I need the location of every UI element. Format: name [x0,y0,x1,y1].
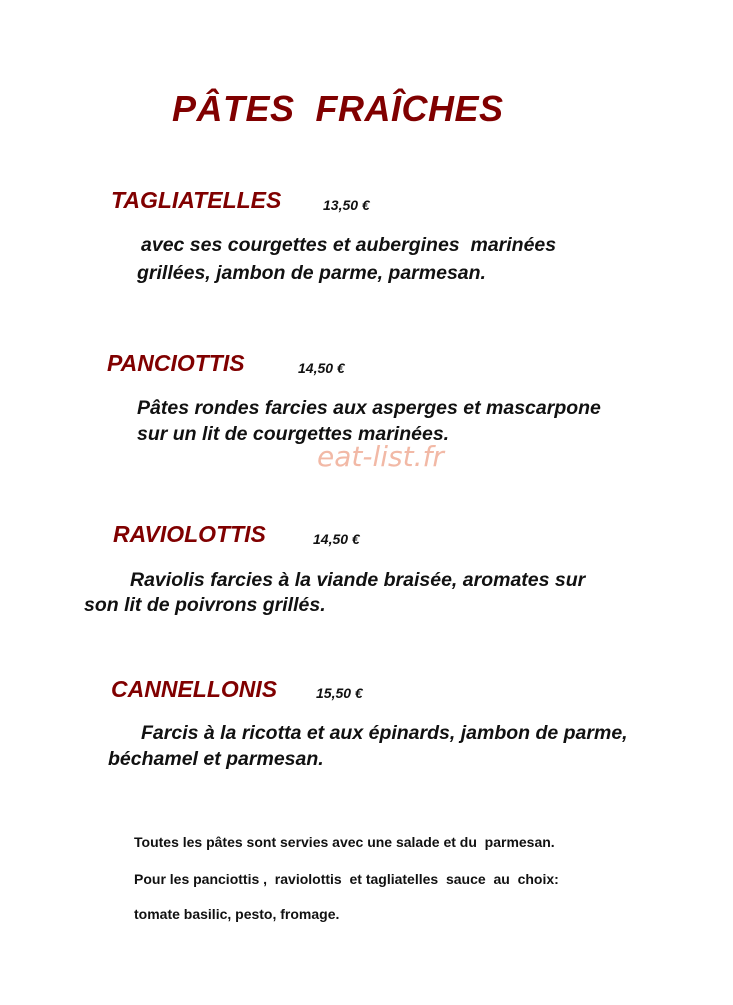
menu-note: Pour les panciottis , raviolottis et tagliatelles sauce au choix: [134,871,559,887]
dish-description-line: grillées, jambon de parme, parmesan. [137,262,486,284]
dish-name-cannellonis: CANNELLONIS [111,676,278,702]
dish-description-line: sur un lit de courgettes marinées. [137,423,450,445]
dish-description-line: Pâtes rondes farcies aux asperges et mascarpone [137,397,601,419]
dish-name-raviolottis: RAVIOLOTTIS [113,521,266,547]
dish-description-line: son lit de poivrons grillés. [84,594,326,616]
menu-note: Toutes les pâtes sont servies avec une salade et du parmesan. [134,834,555,850]
page-title: PÂTES FRAÎCHES [172,88,504,129]
dish-price-cannellonis: 15,50 € [316,685,363,701]
menu-note: tomate basilic, pesto, fromage. [134,906,340,922]
watermark-text: eat-list.fr [317,440,444,473]
dish-description-line: avec ses courgettes et aubergines marinées [141,234,557,256]
dish-name-tagliatelles: TAGLIATELLES [111,187,282,213]
dish-name-panciottis: PANCIOTTIS [107,350,245,376]
dish-description-line: Raviolis farcies à la viande braisée, aromates sur [130,569,586,591]
dish-description-line: béchamel et parmesan. [108,748,324,770]
dish-price-raviolottis: 14,50 € [313,531,360,547]
dish-price-panciottis: 14,50 € [298,360,345,376]
dish-price-tagliatelles: 13,50 € [323,197,370,213]
dish-description-line: Farcis à la ricotta et aux épinards, jambon de parme, [141,722,628,744]
